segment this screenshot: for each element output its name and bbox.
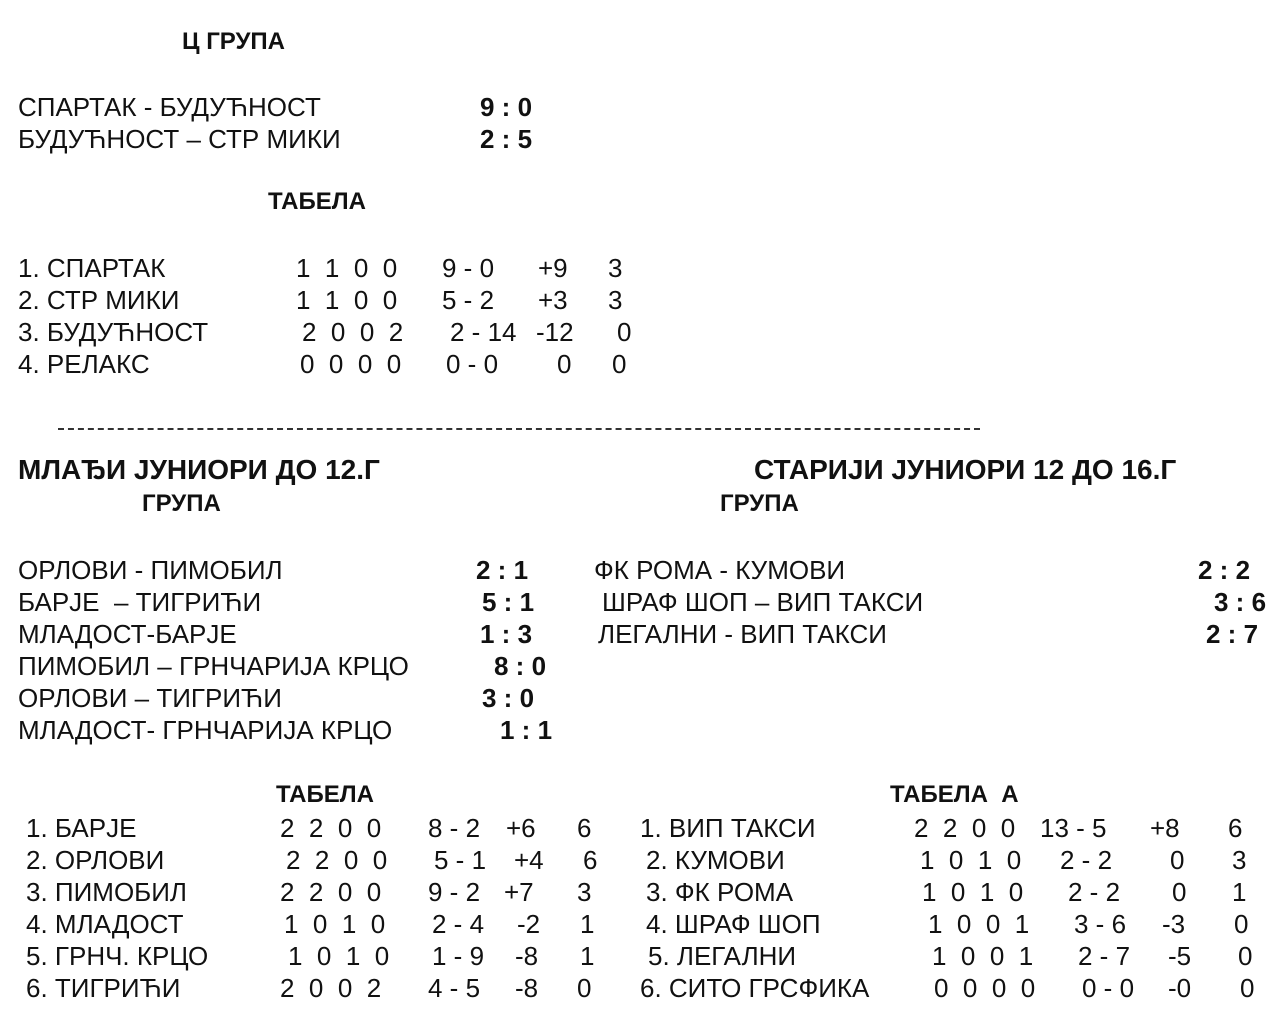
table-row-points: 0 (617, 317, 632, 347)
table-row-goals: 2 - 2 (1068, 877, 1121, 907)
table-row-goals: 1 - 9 (432, 941, 485, 971)
table-row-diff: -12 (536, 317, 574, 347)
table-row-diff: 0 (557, 349, 572, 379)
match-score: 1 : 3 (480, 619, 533, 649)
table-row-record: 0 0 0 0 (934, 973, 1036, 1003)
table-row-goals: 9 - 2 (428, 877, 481, 907)
match-score: 3 : 6 (1214, 587, 1267, 617)
table-row-team: 1. ВИП ТАКСИ (640, 813, 816, 843)
match-score: 5 : 1 (482, 587, 535, 617)
table-row-goals: 0 - 0 (1082, 973, 1135, 1003)
table-row-diff: -2 (517, 909, 541, 939)
match-teams: БУДУЋНОСТ – СТР МИКИ (18, 124, 341, 154)
table-row-points: 0 (1234, 909, 1249, 939)
table-row-goals: 3 - 6 (1074, 909, 1127, 939)
table-row-goals: 9 - 0 (442, 253, 495, 283)
table-row-team: 6. ТИГРИЋИ (26, 973, 181, 1003)
table-row-goals: 5 - 1 (434, 845, 487, 875)
table-row-record: 0 0 0 0 (300, 349, 402, 379)
table-row-team: 4. ШРАФ ШОП (646, 909, 821, 939)
table-row-goals: 13 - 5 (1040, 813, 1107, 843)
younger-group-label: ГРУПА (142, 490, 221, 517)
table-row-record: 2 0 0 2 (302, 317, 404, 347)
table-row-points: 0 (612, 349, 627, 379)
table-row-points: 3 (577, 877, 592, 907)
table-row-diff: +8 (1150, 813, 1180, 843)
table-row-record: 1 0 1 0 (284, 909, 386, 939)
older-group-label: ГРУПА (720, 490, 799, 517)
older-section-title: СТАРИЈИ ЈУНИОРИ 12 ДО 16.Г (754, 454, 1177, 485)
table-row-record: 1 0 1 0 (922, 877, 1024, 907)
table-row-record: 1 1 0 0 (296, 285, 398, 315)
match-teams: МЛАДОСТ-БАРЈЕ (18, 619, 237, 649)
table-row-team: 4. МЛАДОСТ (26, 909, 184, 939)
table-row-points: 3 (608, 285, 623, 315)
table-row-goals: 8 - 2 (428, 813, 481, 843)
table-row-points: 3 (1232, 845, 1247, 875)
table-row-goals: 0 - 0 (446, 349, 499, 379)
table-row-record: 1 0 1 0 (288, 941, 390, 971)
table-row-points: 3 (608, 253, 623, 283)
table-row-points: 6 (577, 813, 592, 843)
match-score: 2 : 2 (1198, 555, 1251, 585)
table-row-goals: 4 - 5 (428, 973, 481, 1003)
younger-table-title: ТАБЕЛА (276, 781, 374, 808)
match-teams: МЛАДОСТ- ГРНЧАРИЈА КРЦО (18, 715, 393, 745)
table-row-goals: 5 - 2 (442, 285, 495, 315)
match-score: 3 : 0 (482, 683, 535, 713)
table-row-record: 1 0 0 1 (932, 941, 1034, 971)
table-row-diff: +7 (504, 877, 534, 907)
match-teams: ФК РОМА - КУМОВИ (594, 555, 846, 585)
match-teams: СПАРТАК - БУДУЋНОСТ (18, 92, 321, 122)
match-score: 8 : 0 (494, 651, 547, 681)
table-row-team: 6. СИТО ГРСФИКА (640, 973, 870, 1003)
table-row-team: 3. БУДУЋНОСТ (18, 317, 209, 347)
table-row-team: 1. СПАРТАК (18, 253, 166, 283)
c-group-title: Ц ГРУПА (182, 28, 286, 55)
table-row-team: 5. ГРНЧ. КРЦО (26, 941, 209, 971)
table-row-team: 3. ФК РОМА (646, 877, 794, 907)
table-row-record: 2 2 0 0 (280, 877, 382, 907)
older-table-title: ТАБЕЛА А (890, 781, 1019, 808)
table-row-points: 0 (1238, 941, 1253, 971)
table-row-record: 2 2 0 0 (280, 813, 382, 843)
match-teams: ШРАФ ШОП – ВИП ТАКСИ (602, 587, 924, 617)
table-row-diff: -3 (1162, 909, 1186, 939)
match-teams: ОРЛОВИ – ТИГРИЋИ (18, 683, 282, 713)
match-teams: ЛЕГАЛНИ - ВИП ТАКСИ (598, 619, 887, 649)
table-row-diff: +4 (514, 845, 544, 875)
table-row-diff: -8 (515, 941, 539, 971)
table-row-team: 2. КУМОВИ (646, 845, 785, 875)
table-row-diff: -8 (515, 973, 539, 1003)
table-row-diff: 0 (1172, 877, 1187, 907)
table-row-team: 5. ЛЕГАЛНИ (648, 941, 797, 971)
match-score: 1 : 1 (500, 715, 553, 745)
table-row-team: 3. ПИМОБИЛ (26, 877, 187, 907)
table-row-team: 2. СТР МИКИ (18, 285, 180, 315)
table-row-points: 1 (580, 941, 595, 971)
table-row-diff: -5 (1168, 941, 1192, 971)
table-row-points: 1 (1232, 877, 1247, 907)
table-row-team: 2. ОРЛОВИ (26, 845, 165, 875)
table-row-goals: 2 - 2 (1060, 845, 1113, 875)
table-row-record: 2 2 0 0 (286, 845, 388, 875)
table-row-points: 0 (577, 973, 592, 1003)
match-score: 2 : 5 (480, 124, 533, 154)
match-score: 2 : 1 (476, 555, 529, 585)
table-row-diff: 0 (1170, 845, 1185, 875)
table-row-diff: +3 (538, 285, 568, 315)
table-row-diff: +6 (506, 813, 536, 843)
match-score: 2 : 7 (1206, 619, 1259, 649)
c-group-table-title: ТАБЕЛА (268, 188, 366, 215)
table-row-record: 1 0 1 0 (920, 845, 1022, 875)
table-row-points: 6 (583, 845, 598, 875)
table-row-goals: 2 - 7 (1078, 941, 1131, 971)
table-row-team: 1. БАРЈЕ (26, 813, 137, 843)
match-score: 9 : 0 (480, 92, 533, 122)
match-teams: ОРЛОВИ - ПИМОБИЛ (18, 555, 283, 585)
table-row-team: 4. РЕЛАКС (18, 349, 150, 379)
table-row-record: 2 2 0 0 (914, 813, 1016, 843)
table-row-record: 1 0 0 1 (928, 909, 1030, 939)
table-row-points: 6 (1228, 813, 1243, 843)
table-row-points: 1 (580, 909, 595, 939)
table-row-points: 0 (1240, 973, 1255, 1003)
table-row-record: 1 1 0 0 (296, 253, 398, 283)
match-teams: ПИМОБИЛ – ГРНЧАРИЈА КРЦО (18, 651, 409, 681)
younger-section-title: МЛАЂИ ЈУНИОРИ ДО 12.Г (18, 454, 380, 485)
section-divider (58, 428, 980, 430)
table-row-record: 2 0 0 2 (280, 973, 382, 1003)
table-row-goals: 2 - 4 (432, 909, 485, 939)
table-row-diff: -0 (1168, 973, 1192, 1003)
table-row-goals: 2 - 14 (450, 317, 517, 347)
table-row-diff: +9 (538, 253, 568, 283)
match-teams: БАРЈЕ – ТИГРИЋИ (18, 587, 262, 617)
